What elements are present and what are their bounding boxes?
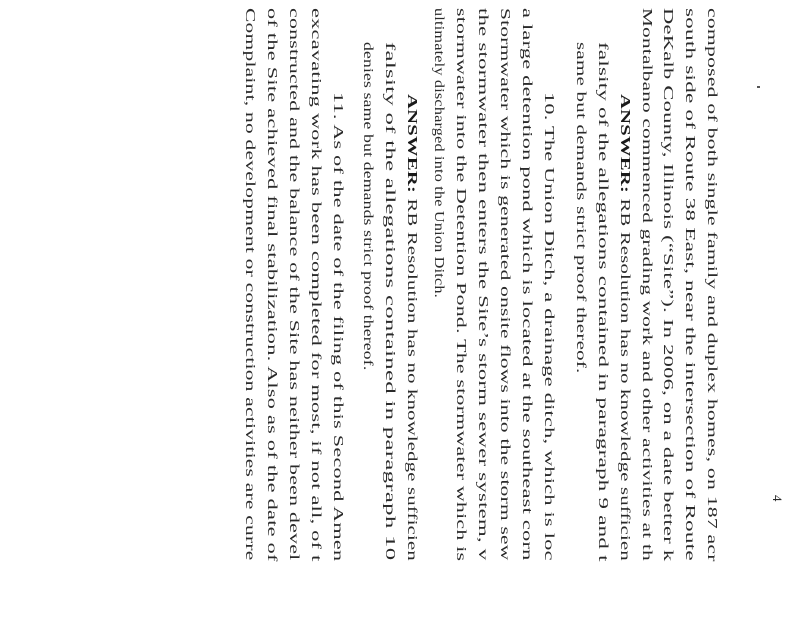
document-line — [310, 8, 323, 562]
line-text: ultimately discharged into the Union Ditch. — [432, 8, 447, 298]
document-line — [332, 92, 345, 561]
document-line — [455, 8, 468, 561]
document-line — [597, 42, 610, 562]
line-text: denies same but demands strict proof thereof. — [361, 42, 376, 371]
line-text: 10. The Union Ditch, a drainage ditch, which is loc — [542, 92, 557, 561]
document-line — [706, 8, 719, 562]
answer-label: ANSWER: — [405, 94, 420, 194]
line-text: same but demands strict proof thereof. — [574, 42, 589, 374]
document-line — [477, 8, 490, 560]
line-text: of the Site achieved final stabilization. Also as of the date of — [265, 8, 280, 562]
line-text: falsity of the allegations contained in paragraph 9 and t — [596, 42, 611, 562]
line-text: excavating work has been completed for most, if not all, of t — [309, 8, 324, 562]
document-line — [543, 92, 556, 561]
document-line — [521, 8, 534, 561]
document-line — [499, 8, 512, 560]
line-text: RB Resolution has no knowledge sufficien — [405, 193, 420, 561]
line-text: Complaint, no development or construction activities are curre — [243, 8, 258, 561]
document-line — [575, 42, 588, 374]
document-line — [244, 8, 257, 561]
line-text: Montalbano commenced grading work and other activities at th — [640, 8, 655, 561]
document-line — [619, 94, 632, 561]
line-text: 11. As of the date of the filing of this Second Amen — [331, 92, 346, 562]
page-number: 4 — [770, 495, 785, 502]
document-line — [433, 8, 446, 298]
document-line — [362, 42, 375, 370]
document-line — [684, 8, 697, 561]
line-text: RB Resolution has no knowledge sufficien — [618, 193, 633, 561]
document-line — [266, 8, 279, 562]
line-text: a large detention pond which is located at the southeast corn — [520, 8, 535, 561]
line-text: constructed and the balance of the Site has neither been devel — [287, 8, 302, 561]
document-line — [406, 94, 419, 561]
line-text: falsity of the allegations contained in paragraph 10 — [383, 42, 398, 561]
line-text: DeKalb County, Illinois (“Site”). In 2006, on a date better k — [661, 8, 676, 562]
line-text: stormwater into the Detention Pond. The stormwater which is — [454, 8, 469, 562]
document-line — [384, 42, 397, 560]
document-line — [288, 8, 301, 560]
line-text: south side of Route 38 East, near the intersection of Route — [683, 8, 698, 561]
document-line — [641, 8, 654, 561]
line-text: the stormwater then enters the Site’s storm sewer system, v — [476, 8, 491, 561]
line-text: composed of both single family and duplex homes, on 187 acr — [705, 8, 720, 562]
line-text: Stormwater which is generated onsite flows into the storm sew — [498, 8, 513, 561]
document-line — [662, 8, 675, 561]
answer-label: ANSWER: — [618, 94, 633, 194]
